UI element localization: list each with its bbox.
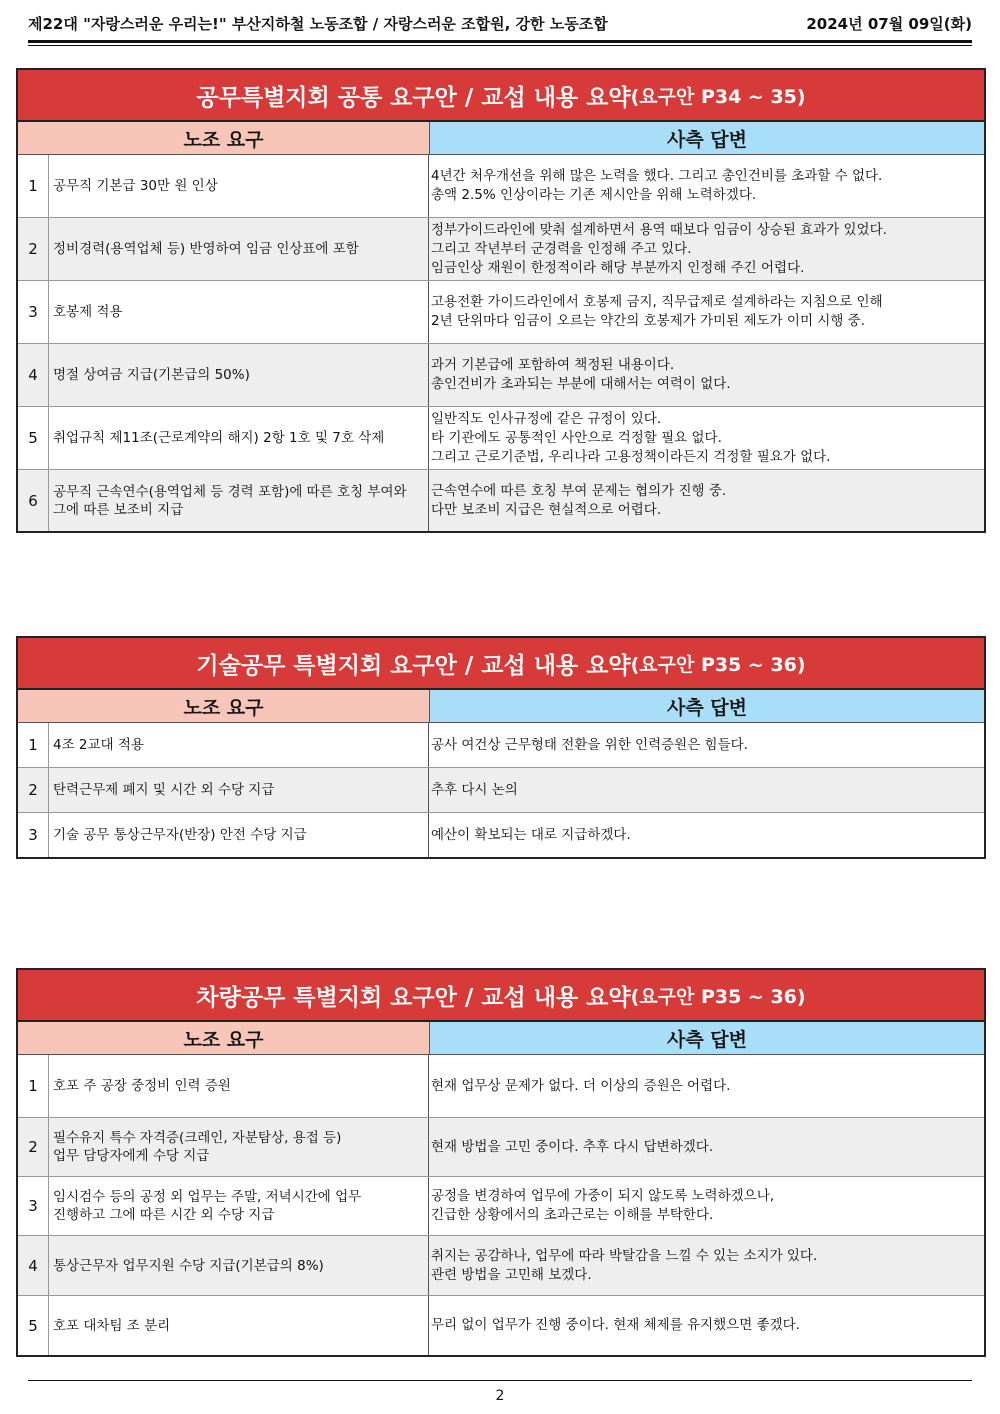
row-number: 2 xyxy=(18,768,49,812)
union-demand-cell xyxy=(49,768,429,812)
header-title: 제22대 "자랑스러운 우리는!" 부산지하철 노동조합 / 자랑스러운 조합원, 강한 노동조합 xyxy=(28,14,608,33)
answer-line: 추후 다시 논의 xyxy=(431,781,518,798)
demand-line: 4조 2교대 적용 xyxy=(53,737,144,753)
row-number: 4 xyxy=(18,344,49,406)
union-demand-cell xyxy=(49,1296,429,1355)
table-row xyxy=(18,1118,984,1177)
answer-line: 긴급한 상황에서의 초과근로는 이해를 부탁한다. xyxy=(431,1207,714,1223)
row-number: 5 xyxy=(18,407,49,469)
row-number: 6 xyxy=(18,470,49,531)
union-demand-cell xyxy=(49,813,429,857)
union-demand-cell xyxy=(49,407,429,469)
answer-line: 무리 없이 업무가 진행 중이다. 현재 체제를 유지했으면 좋겠다. xyxy=(431,1317,800,1333)
row-number: 1 xyxy=(18,155,49,217)
union-demand-cell xyxy=(49,1177,429,1235)
row-number: 3 xyxy=(18,813,49,857)
management-answer-header: 사측 답변 xyxy=(430,1022,984,1054)
row-number: 3 xyxy=(18,281,49,343)
table-row xyxy=(18,1177,984,1236)
row-number: 1 xyxy=(18,723,49,767)
answer-line: 과거 기본급에 포함하여 책정된 내용이다. xyxy=(431,357,675,373)
answer-line: 취지는 공감하나, 업무에 따라 박탈감을 느낄 수 있는 소지가 있다. xyxy=(431,1247,818,1264)
demand-line: 임시검수 등의 공정 외 업무는 주말, 저녁시간에 업무 xyxy=(53,1189,362,1205)
union-demand-cell xyxy=(49,1118,429,1176)
table-row xyxy=(18,218,984,281)
management-answer-cell xyxy=(429,768,984,812)
management-answer-cell xyxy=(429,723,984,767)
row-number: 3 xyxy=(18,1177,49,1235)
management-answer-cell xyxy=(429,1236,984,1295)
management-answer-cell xyxy=(429,1055,984,1117)
header-rule xyxy=(28,40,972,43)
row-number: 2 xyxy=(18,218,49,280)
table-row xyxy=(18,470,984,531)
demand-line: 공무직 근속연수(용역업체 등 경력 포함)에 따른 호칭 부여와 xyxy=(53,483,407,500)
column-headers xyxy=(18,122,984,155)
management-answer-cell xyxy=(429,407,984,469)
table-row xyxy=(18,768,984,813)
page-header xyxy=(28,10,972,36)
management-answer-cell xyxy=(429,155,984,217)
section-page-range: (요구안 P34 ~ 35) xyxy=(630,85,806,108)
management-answer-cell xyxy=(429,281,984,343)
demand-line: 통상근무자 업무지원 수당 지급(기본급의 8%) xyxy=(53,1257,324,1274)
table-row xyxy=(18,1055,984,1118)
table-row xyxy=(18,1236,984,1296)
union-demand-cell xyxy=(49,470,429,531)
demand-line: 정비경력(용역업체 등) 반영하여 임금 인상표에 포함 xyxy=(53,241,359,257)
demand-line: 취업규칙 제11조(근로계약의 해지) 2항 1호 및 7호 삭제 xyxy=(53,430,385,446)
answer-line: 그리고 작년부터 군경력을 인정해 주고 있다. xyxy=(431,240,692,257)
answer-line: 그리고 근로기준법, 우리나라 고용정책이라든지 걱정할 필요가 없다. xyxy=(431,448,831,465)
management-answer-cell xyxy=(429,344,984,406)
page-number: 2 xyxy=(495,1388,505,1404)
union-demand-cell xyxy=(49,281,429,343)
answer-line: 공사 여건상 근무형태 전환을 위한 인력증원은 힘들다. xyxy=(431,736,748,753)
management-answer-cell xyxy=(429,1118,984,1176)
answer-line: 현재 업무상 문제가 없다. 더 이상의 증원은 어렵다. xyxy=(431,1077,731,1094)
demand-line: 기술 공무 통상근무자(반장) 안전 수당 지급 xyxy=(53,827,307,843)
answer-line: 4년간 처우개선을 위해 많은 노력을 했다. 그리고 총인건비를 초과할 수 없다. xyxy=(431,168,883,184)
table-row xyxy=(18,344,984,407)
management-answer-cell xyxy=(429,218,984,280)
column-headers xyxy=(18,690,984,723)
answer-line: 정부가이드라인에 맞춰 설계하면서 용역 때보다 임금이 상승된 효과가 있었다. xyxy=(431,221,887,238)
answer-line: 2년 단위마다 임금이 오르는 약간의 호봉제가 가미된 제도가 이미 시행 중. xyxy=(431,313,865,329)
demand-line: 그에 따른 보조비 지급 xyxy=(53,501,184,518)
answer-line: 고용전환 가이드라인에서 호봉제 금지, 직무급제로 설계하라는 지침으로 인해 xyxy=(431,294,883,310)
section-title-text: 기술공무 특별지회 요구안 / 교섭 내용 요약 xyxy=(196,652,631,679)
column-headers xyxy=(18,1022,984,1055)
union-demand-cell xyxy=(49,155,429,217)
answer-line: 예산이 확보되는 대로 지급하겠다. xyxy=(431,826,631,843)
row-number: 1 xyxy=(18,1055,49,1117)
management-answer-cell xyxy=(429,470,984,531)
demand-line: 탄력근무제 폐지 및 시간 외 수당 지급 xyxy=(53,782,275,798)
footer-rule xyxy=(28,1380,972,1381)
union-demand-cell xyxy=(49,723,429,767)
row-number: 2 xyxy=(18,1118,49,1176)
table-row xyxy=(18,155,984,218)
header-date: 2024년 07월 09일(화) xyxy=(806,14,972,33)
row-number: 4 xyxy=(18,1236,49,1295)
union-demand-header: 노조 요구 xyxy=(18,1022,430,1054)
demand-line: 호포 주 공장 중정비 인력 증원 xyxy=(53,1078,231,1094)
answer-line: 다만 보조비 지급은 현실적으로 어렵다. xyxy=(431,501,662,518)
answer-line: 총액 2.5% 인상이라는 기존 제시안을 위해 노력하겠다. xyxy=(431,187,757,203)
answer-line: 타 기관에도 공통적인 사안으로 걱정할 필요 없다. xyxy=(431,429,722,446)
management-answer-cell xyxy=(429,1177,984,1235)
section-title-text: 차량공무 특별지회 요구안 / 교섭 내용 요약 xyxy=(196,984,631,1011)
answer-line: 총인건비가 초과되는 부분에 대해서는 여력이 없다. xyxy=(431,376,731,392)
management-answer-cell xyxy=(429,1296,984,1355)
section-title xyxy=(18,638,984,690)
union-demand-cell xyxy=(49,1055,429,1117)
row-number: 5 xyxy=(18,1296,49,1355)
table-row xyxy=(18,813,984,857)
demand-line: 공무직 기본급 30만 원 인상 xyxy=(53,178,218,194)
section-page-range: (요구안 P35 ~ 36) xyxy=(630,985,806,1008)
management-answer-cell xyxy=(429,813,984,857)
union-demand-cell xyxy=(49,1236,429,1295)
demand-line: 호봉제 적용 xyxy=(53,304,123,320)
section-page-range: (요구안 P35 ~ 36) xyxy=(630,653,806,676)
answer-line: 관련 방법을 고민해 보겠다. xyxy=(431,1266,592,1283)
union-demand-cell xyxy=(49,344,429,406)
union-demand-header: 노조 요구 xyxy=(18,122,430,154)
demand-line: 호포 대차팀 조 분리 xyxy=(53,1317,171,1334)
section-title-text: 공무특별지회 공통 요구안 / 교섭 내용 요약 xyxy=(196,84,631,111)
answer-line: 현재 방법을 고민 중이다. 추후 다시 답변하겠다. xyxy=(431,1138,714,1155)
management-answer-header: 사측 답변 xyxy=(430,122,984,154)
answer-line: 공정을 변경하여 업무에 가중이 되지 않도록 노력하겠으나, xyxy=(431,1188,775,1204)
union-demand-cell xyxy=(49,218,429,280)
demand-line: 업무 담당자에게 수당 지급 xyxy=(53,1148,210,1164)
union-demand-header: 노조 요구 xyxy=(18,690,430,722)
header-rule-thin xyxy=(28,45,972,46)
section-gisul-gongmu xyxy=(16,636,986,859)
section-title xyxy=(18,70,984,122)
demand-line: 필수유지 특수 자격증(크레인, 자분탐상, 용접 등) xyxy=(53,1130,342,1146)
demand-line: 명절 상여금 지급(기본급의 50%) xyxy=(53,367,250,383)
table-row xyxy=(18,1296,984,1355)
answer-line: 근속연수에 따른 호칭 부여 문제는 협의가 진행 중. xyxy=(431,482,727,499)
section-charyang-gongmu xyxy=(16,968,986,1357)
table-row xyxy=(18,407,984,470)
answer-line: 임금인상 재원이 한정적이라 해당 부분까지 인정해 주긴 어렵다. xyxy=(431,259,805,276)
section-gongmu-common xyxy=(16,68,986,533)
answer-line: 일반직도 인사규정에 같은 규정이 있다. xyxy=(431,410,662,427)
management-answer-header: 사측 답변 xyxy=(430,690,984,722)
table-row xyxy=(18,281,984,344)
table-row xyxy=(18,723,984,768)
section-title xyxy=(18,970,984,1022)
demand-line: 진행하고 그에 따른 시간 외 수당 지급 xyxy=(53,1207,275,1223)
